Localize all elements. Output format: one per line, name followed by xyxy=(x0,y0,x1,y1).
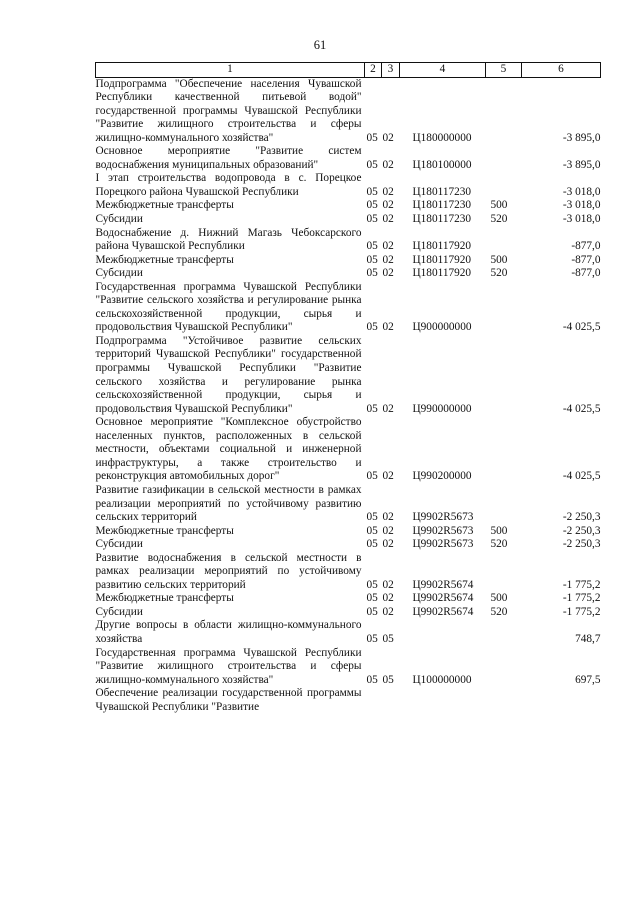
amount: -877,0 xyxy=(571,253,601,266)
table-row xyxy=(96,687,601,714)
item-name: Водоснабжение д. Нижний Магазь Чебоксарского района Чувашской Республики xyxy=(95,226,362,253)
item-name: Государственная программа Чувашской Республики "Развитие жилищного строительства и сферы жилищно-коммунального хозяйства" xyxy=(95,646,362,686)
expense-type-code xyxy=(486,77,522,145)
section-code: 05 xyxy=(366,578,378,591)
item-name: Развитие газификации в сельской местности в рамках реализации мероприятий по устойчивому развитию сельских территорий xyxy=(95,483,362,524)
target-article-code: Ц9902R5673 xyxy=(412,524,474,537)
subsection-code: 02 xyxy=(382,605,394,618)
target-article-code: Ц180000000 xyxy=(412,131,472,144)
table-row xyxy=(96,525,601,539)
column-header: 1 xyxy=(96,63,365,78)
section-code: 05 xyxy=(366,158,378,171)
expense-type-code xyxy=(486,484,522,525)
item-name: Субсидии xyxy=(95,605,143,618)
table-row xyxy=(96,254,601,268)
expense-type-code: 520 xyxy=(490,267,508,280)
target-article-code: Ц900000000 xyxy=(412,321,472,334)
section-code: 05 xyxy=(366,605,378,618)
subsection-code: 02 xyxy=(382,402,394,415)
target-article-code: Ц180117230 xyxy=(412,185,472,198)
table-row xyxy=(96,77,601,145)
table-header-row xyxy=(96,63,601,78)
subsection-code: 05 xyxy=(382,673,394,686)
amount: -3 018,0 xyxy=(562,199,601,212)
section-code: 05 xyxy=(366,470,378,483)
expense-type-code xyxy=(486,687,522,714)
item-name: Межбюджетные трансферты xyxy=(95,253,234,266)
target-article-code: Ц9902R5673 xyxy=(412,538,474,551)
expense-type-code xyxy=(486,227,522,254)
item-name: Подпрограмма "Устойчивое развитие сельских территорий Чувашской Республики" государственной программы Чувашской Республики "Развитие сельского хозяйства и регулирование рынка сельскохозяйственной продукции, сырья и продовольствия Чувашской Республики" xyxy=(95,334,362,415)
section-code: 05 xyxy=(366,511,378,524)
amount xyxy=(522,687,601,714)
expense-type-code xyxy=(486,619,522,646)
subsection-code: 02 xyxy=(382,185,394,198)
section-code: 05 xyxy=(366,267,378,280)
item-name: I этап строительства водопровода в с. Порецкое Порецкого района Чувашской Республики xyxy=(95,172,362,198)
expense-type-code: 500 xyxy=(490,592,508,605)
amount: -2 250,3 xyxy=(562,524,601,537)
table-row xyxy=(96,267,601,281)
table-row xyxy=(96,619,601,646)
table-row xyxy=(96,199,601,213)
item-name: Обеспечение реализации государственной программы Чувашской Республики "Развитие xyxy=(95,687,362,713)
expense-type-code: 520 xyxy=(490,538,508,551)
amount: -3 018,0 xyxy=(562,185,601,198)
target-article-code: Ц990000000 xyxy=(412,402,472,415)
subsection-code: 05 xyxy=(382,632,394,645)
target-article-code: Ц180117920 xyxy=(412,267,472,280)
section-code: 05 xyxy=(366,402,378,415)
target-article-code: Ц180117230 xyxy=(412,199,472,212)
subsection-code: 02 xyxy=(382,267,394,280)
subsection-code: 02 xyxy=(382,470,394,483)
section-code: 05 xyxy=(366,185,378,198)
item-name: Межбюджетные трансферты xyxy=(95,524,234,537)
subsection-code xyxy=(382,687,400,714)
column-header: 2 xyxy=(365,63,382,78)
amount: -4 025,5 xyxy=(562,470,601,483)
amount: -2 250,3 xyxy=(562,511,601,524)
subsection-code: 02 xyxy=(382,158,394,171)
item-name: Межбюджетные трансферты xyxy=(95,592,234,605)
table-body xyxy=(96,77,601,714)
section-code: 05 xyxy=(366,632,378,645)
table-row xyxy=(96,538,601,552)
expense-type-code: 520 xyxy=(490,605,508,618)
amount: -3 018,0 xyxy=(562,213,601,226)
column-header: 4 xyxy=(400,63,486,78)
section-code: 05 xyxy=(366,524,378,537)
expense-type-code: 500 xyxy=(490,524,508,537)
expense-type-code xyxy=(486,552,522,593)
item-name: Субсидии xyxy=(95,267,143,280)
subsection-code: 02 xyxy=(382,213,394,226)
item-name: Межбюджетные трансферты xyxy=(95,199,234,212)
expense-type-code xyxy=(486,416,522,484)
table-row xyxy=(96,552,601,593)
section-code: 05 xyxy=(366,131,378,144)
target-article-code: Ц180117920 xyxy=(412,253,472,266)
subsection-code: 02 xyxy=(382,538,394,551)
amount: -1 775,2 xyxy=(562,605,601,618)
section-code: 05 xyxy=(366,592,378,605)
subsection-code: 02 xyxy=(382,592,394,605)
budget-table xyxy=(95,62,601,714)
section-code: 05 xyxy=(366,321,378,334)
target-article-code: Ц990200000 xyxy=(412,470,472,483)
section-code: 05 xyxy=(366,538,378,551)
item-name: Государственная программа Чувашской Республики "Развитие сельского хозяйства и регулирование рынка сельскохозяйственной продукции, сырья и продовольствия Чувашской Республики" xyxy=(95,280,362,334)
section-code: 05 xyxy=(366,213,378,226)
table-row xyxy=(96,213,601,227)
target-article-code xyxy=(400,619,486,646)
subsection-code: 02 xyxy=(382,199,394,212)
amount: -3 895,0 xyxy=(562,158,601,171)
target-article-code: Ц180117230 xyxy=(412,213,472,226)
amount: 748,7 xyxy=(575,632,601,645)
expense-type-code xyxy=(486,647,522,688)
column-header: 5 xyxy=(486,63,522,78)
amount: -877,0 xyxy=(571,240,601,253)
amount: -3 895,0 xyxy=(562,131,601,144)
item-name: Основное мероприятие "Развитие систем водоснабжения муниципальных образований" xyxy=(95,145,362,171)
amount: -4 025,5 xyxy=(562,402,601,415)
table-row xyxy=(96,145,601,172)
amount: -4 025,5 xyxy=(562,321,601,334)
table-row xyxy=(96,335,601,416)
expense-type-code xyxy=(486,281,522,335)
target-article-code: Ц100000000 xyxy=(412,673,472,686)
expense-type-code xyxy=(486,145,522,172)
page-number: 61 xyxy=(313,38,327,52)
table-row xyxy=(96,281,601,335)
item-name: Подпрограмма "Обеспечение населения Чувашской Республики качественной питьевой водой" государственной программы Чувашской Республики "Развитие жилищного строительства и сферы жилищно-коммунального хозяйства" xyxy=(95,77,362,144)
target-article-code: Ц180100000 xyxy=(412,158,472,171)
table-row xyxy=(96,647,601,688)
subsection-code: 02 xyxy=(382,321,394,334)
item-name: Субсидии xyxy=(95,213,143,226)
expense-type-code: 500 xyxy=(490,253,508,266)
table-row xyxy=(96,606,601,620)
subsection-code: 02 xyxy=(382,578,394,591)
subsection-code: 02 xyxy=(382,511,394,524)
expense-type-code: 500 xyxy=(490,199,508,212)
item-name: Субсидии xyxy=(95,538,143,551)
target-article-code: Ц9902R5673 xyxy=(412,511,474,524)
column-header: 6 xyxy=(522,63,601,78)
table-row xyxy=(96,227,601,254)
amount: 697,5 xyxy=(575,673,601,686)
table-row xyxy=(96,484,601,525)
target-article-code xyxy=(400,687,486,714)
subsection-code: 02 xyxy=(382,240,394,253)
subsection-code: 02 xyxy=(382,253,394,266)
section-code: 05 xyxy=(366,240,378,253)
section-code: 05 xyxy=(366,253,378,266)
expense-type-code xyxy=(486,335,522,416)
item-name: Развитие водоснабжения в сельской местности в рамках реализации мероприятий по устойчивому развитию сельских территорий xyxy=(95,551,362,591)
section-code: 05 xyxy=(366,199,378,212)
column-header: 3 xyxy=(382,63,400,78)
subsection-code: 02 xyxy=(382,131,394,144)
target-article-code: Ц9902R5674 xyxy=(412,592,474,605)
amount: -1 775,2 xyxy=(562,592,601,605)
amount: -2 250,3 xyxy=(562,538,601,551)
table-row xyxy=(96,172,601,199)
table-row xyxy=(96,416,601,484)
target-article-code: Ц180117920 xyxy=(412,240,472,253)
amount: -1 775,2 xyxy=(562,578,601,591)
subsection-code: 02 xyxy=(382,524,394,537)
table-row xyxy=(96,592,601,606)
expense-type-code: 520 xyxy=(490,213,508,226)
section-code xyxy=(365,687,382,714)
amount: -877,0 xyxy=(571,267,601,280)
item-name: Другие вопросы в области жилищно-коммунального хозяйства xyxy=(95,619,362,645)
expense-type-code xyxy=(486,172,522,199)
section-code: 05 xyxy=(366,673,378,686)
item-name: Основное мероприятие "Комплексное обустройство населенных пунктов, расположенных в сельской местности, объектами социальной и инженерной инфраструктуры, а также строительство и реконструкция автомобильных дорог" xyxy=(95,416,362,483)
target-article-code: Ц9902R5674 xyxy=(412,605,474,618)
target-article-code: Ц9902R5674 xyxy=(412,578,474,591)
